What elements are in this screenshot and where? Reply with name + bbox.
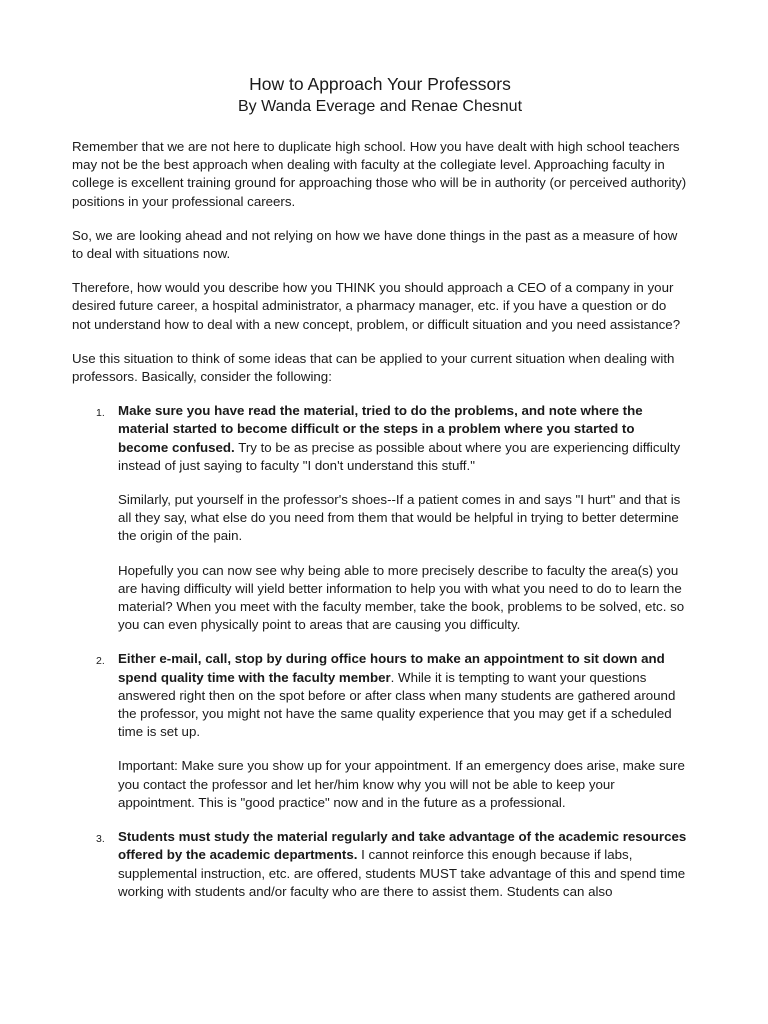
list-item — [72, 650, 688, 812]
numbered-list — [72, 402, 688, 901]
list-item-paragraph — [118, 402, 688, 475]
intro-paragraph: So, we are looking ahead and not relying on how we have done things in the past as a measure of how to deal with situations now. — [72, 227, 678, 262]
list-item-paragraph: Hopefully you can now see why being able to more precisely describe to faculty the area(s) you are having difficulty will yield better information to help you with what you need to do to learn the material? When you meet with the faculty member, take the book, problems to be solved, etc. so you can even physically point to areas that are causing you difficulty. — [118, 562, 685, 633]
intro-paragraph: Remember that we are not here to duplicate high school. How you have dealt with high school teachers may not be the best approach when dealing with faculty at the collegiate level. Approaching faculty in college is excellent training ground for approaching those who will be in authority (or perceived authority) positions in your professional careers. — [72, 139, 687, 209]
bold-lead: Students must study the material regularly and take advantage of the academic resources offered by the academic departments. — [118, 829, 687, 863]
intro-paragraph: Therefore, how would you describe how you THINK you should approach a CEO of a company in your desired future career, a hospital administrator, a pharmacy manager, etc. if you have a question or do not understand how to deal with a new concept, problem, or difficult situation and you need assistance? — [72, 280, 681, 332]
list-item — [72, 402, 688, 634]
page-subtitle: By Wanda Everage and Renae Chesnut — [237, 98, 523, 115]
bold-lead: Make sure you have read the material, tried to do the problems, and note where the material started to become difficult or the steps in a problem where you started to become confused. — [118, 403, 643, 455]
list-item-text: Try to be as precise as possible about where you are experiencing difficulty instead of just saying to faculty "I don't understand this stuff." — [118, 439, 681, 473]
intro-paragraph: Use this situation to think of some ideas that can be applied to your current situation when dealing with professors. Basically, consider the following: — [72, 350, 675, 385]
bold-lead: Either e-mail, call, stop by during office hours to make an appointment to sit down and spend quality time with the faculty member — [118, 651, 665, 685]
list-item-paragraph: Similarly, put yourself in the professor's shoes--If a patient comes in and says "I hurt" and that is all they say, what else do you need from them that would be helpful in trying to better determine the origin of the pain. — [118, 492, 681, 544]
list-item-text: I cannot reinforce this enough because if labs, supplemental instruction, etc. are offered, students MUST take advantage of this and spend time working with students and/or faculty who are there to assist them. Students can also — [118, 847, 686, 899]
list-item-paragraph — [118, 828, 688, 901]
list-item-paragraph: Important: Make sure you show up for your appointment. If an emergency does arise, make sure you contact the professor and let her/him know why you will not be able to keep your appointment. This is "good practice" now and in the future as a professional. — [118, 758, 685, 810]
list-number: 1. — [96, 407, 105, 420]
list-item-text: . While it is tempting to want your questions answered right then on the spot before or after class when many students are gathered around the professor, you might not have the same quality experience that you may get if a scheduled time is set up. — [118, 669, 676, 740]
list-number: 2. — [96, 655, 105, 668]
list-item-paragraph — [118, 650, 688, 741]
list-item — [72, 828, 688, 901]
list-number: 3. — [96, 833, 105, 846]
page-title: How to Approach Your Professors — [249, 74, 511, 94]
